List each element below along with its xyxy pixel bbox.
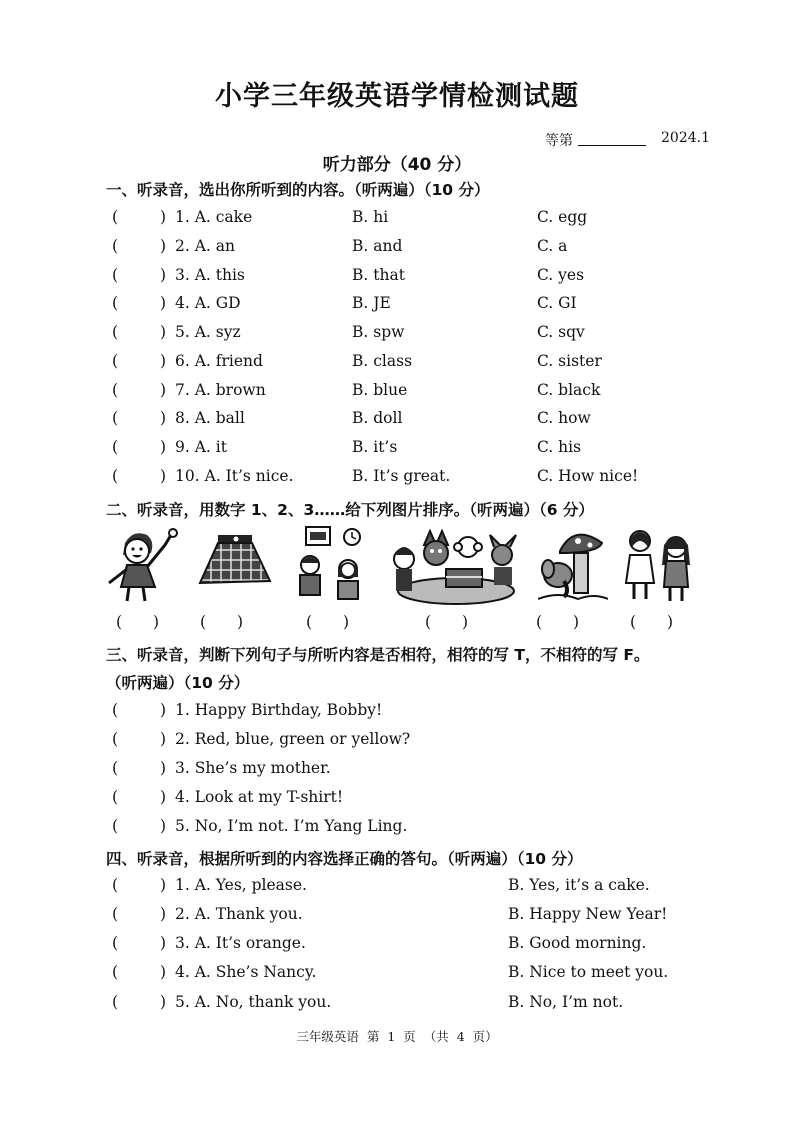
question-row[interactable] (0, 323, 794, 347)
picture-answer-2[interactable]: ( ) (200, 613, 244, 631)
option-a: 2. A. an (175, 237, 235, 255)
question-row[interactable] (0, 237, 794, 261)
answer-paren-right: ) (160, 701, 167, 719)
answer-paren-left: ( (112, 266, 119, 284)
section3-heading-cont: （听两遍）（10 分） (106, 674, 250, 692)
answer-paren-right: ) (160, 993, 167, 1011)
option-a: 6. A. friend (175, 352, 263, 370)
listening-part-title: 听力部分（40 分） (322, 155, 472, 175)
statement-text: 1. Happy Birthday, Bobby! (175, 701, 383, 719)
answer-paren-right: ) (160, 817, 167, 835)
statement-text: 4. Look at my T-shirt! (175, 788, 344, 806)
question-row[interactable] (0, 876, 794, 900)
answer-paren-right: ) (160, 237, 167, 255)
option-a: 3. A. this (175, 266, 245, 284)
answer-paren-left: ( (112, 993, 119, 1011)
answer-paren-right: ) (160, 294, 167, 312)
answer-paren-left: ( (112, 409, 119, 427)
answer-paren-right: ) (160, 963, 167, 981)
question-row[interactable] (0, 730, 794, 754)
answer-paren-left: ( (112, 237, 119, 255)
option-b: B. that (352, 266, 405, 284)
option-a: 7. A. brown (175, 381, 266, 399)
answer-paren-right: ) (160, 788, 167, 806)
question-row[interactable] (0, 266, 794, 290)
option-b: B. Yes, it’s a cake. (508, 876, 650, 894)
option-b: B. Good morning. (508, 934, 647, 952)
option-b: B. hi (352, 208, 389, 226)
option-a: 4. A. She’s Nancy. (175, 963, 317, 981)
question-row[interactable] (0, 788, 794, 812)
answer-paren-right: ) (160, 876, 167, 894)
option-a: 2. A. Thank you. (175, 905, 303, 923)
option-c: C. egg (537, 208, 588, 226)
grade-blank[interactable] (578, 145, 646, 146)
option-a: 3. A. It’s orange. (175, 934, 306, 952)
picture-answer-4[interactable]: ( ) (425, 613, 469, 631)
answer-paren-left: ( (112, 934, 119, 952)
boy-girl-classroom-icon (290, 525, 372, 605)
answer-paren-right: ) (160, 208, 167, 226)
section4-heading: 四、听录音，根据所听到的内容选择正确的答句。（听两遍）（10 分） (106, 850, 583, 868)
option-c: C. his (537, 438, 582, 456)
option-b: B. spw (352, 323, 405, 341)
answer-paren-left: ( (112, 817, 119, 835)
option-a: 10. A. It’s nice. (175, 467, 294, 485)
option-a: 8. A. ball (175, 409, 245, 427)
option-c: C. sister (537, 352, 602, 370)
answer-paren-left: ( (112, 701, 119, 719)
option-b: B. JE (352, 294, 391, 312)
option-b: B. blue (352, 381, 408, 399)
answer-paren-right: ) (160, 409, 167, 427)
answer-paren-left: ( (112, 438, 119, 456)
answer-paren-right: ) (160, 438, 167, 456)
question-row[interactable] (0, 701, 794, 725)
question-row[interactable] (0, 294, 794, 318)
section2-heading: 二、听录音，用数字 1、2、3……给下列图片排序。（听两遍）（6 分） (106, 501, 594, 519)
picture-answer-3[interactable]: ( ) (306, 613, 350, 631)
girl-waving-icon (103, 525, 183, 603)
plaid-skirt-icon (196, 525, 274, 591)
option-b: B. No, I’m not. (508, 993, 624, 1011)
option-b: B. doll (352, 409, 403, 427)
answer-paren-left: ( (112, 294, 119, 312)
option-c: C. yes (537, 266, 585, 284)
question-row[interactable] (0, 381, 794, 405)
option-b: B. Happy New Year! (508, 905, 668, 923)
answer-paren-left: ( (112, 381, 119, 399)
grade-label: 等第 (545, 133, 573, 149)
option-a: 4. A. GD (175, 294, 241, 312)
option-b: B. Nice to meet you. (508, 963, 669, 981)
statement-text: 3. She’s my mother. (175, 759, 331, 777)
animals-party-icon (390, 525, 524, 607)
question-row[interactable] (0, 467, 794, 491)
answer-paren-left: ( (112, 876, 119, 894)
option-c: C. a (537, 237, 568, 255)
answer-paren-right: ) (160, 467, 167, 485)
answer-paren-left: ( (112, 352, 119, 370)
question-row[interactable] (0, 963, 794, 987)
option-c: C. How nice! (537, 467, 639, 485)
picture-answer-1[interactable]: ( ) (116, 613, 160, 631)
answer-paren-left: ( (112, 905, 119, 923)
answer-paren-left: ( (112, 208, 119, 226)
answer-paren-right: ) (160, 934, 167, 952)
statement-text: 5. No, I’m not. I’m Yang Ling. (175, 817, 408, 835)
option-b: B. class (352, 352, 413, 370)
question-row[interactable] (0, 438, 794, 462)
answer-paren-left: ( (112, 759, 119, 777)
option-b: B. and (352, 237, 403, 255)
question-row[interactable] (0, 817, 794, 841)
option-a: 5. A. syz (175, 323, 241, 341)
answer-paren-right: ) (160, 323, 167, 341)
answer-paren-right: ) (160, 905, 167, 923)
option-c: C. black (537, 381, 601, 399)
question-row[interactable] (0, 352, 794, 376)
option-c: C. how (537, 409, 591, 427)
answer-paren-right: ) (160, 381, 167, 399)
exam-date: 2024.1 (661, 130, 710, 146)
question-row[interactable] (0, 993, 794, 1017)
option-b: B. It’s great. (352, 467, 451, 485)
option-a: 1. A. cake (175, 208, 253, 226)
statement-text: 2. Red, blue, green or yellow? (175, 730, 411, 748)
answer-paren-right: ) (160, 266, 167, 284)
answer-paren-left: ( (112, 730, 119, 748)
section3-heading: 三、听录音，判断下列句子与所听内容是否相符，相符的写 T，不相符的写 F。 (106, 646, 650, 664)
question-row[interactable] (0, 208, 794, 232)
two-girls-icon (618, 525, 696, 603)
question-row[interactable] (0, 905, 794, 929)
elephant-mushroom-icon (538, 525, 608, 603)
option-a: 1. A. Yes, please. (175, 876, 307, 894)
answer-paren-left: ( (112, 323, 119, 341)
page-footer: 三年级英语 第 1 页 （共 4 页） (296, 1029, 498, 1044)
answer-paren-left: ( (112, 963, 119, 981)
answer-paren-left: ( (112, 467, 119, 485)
section1-heading: 一、听录音，选出你所听到的内容。（听两遍）（10 分） (106, 181, 490, 199)
page-title: 小学三年级英语学情检测试题 (215, 81, 579, 112)
option-c: C. sqv (537, 323, 585, 341)
answer-paren-right: ) (160, 730, 167, 748)
question-row[interactable] (0, 409, 794, 433)
option-b: B. it’s (352, 438, 398, 456)
picture-answer-5[interactable]: ( ) (536, 613, 580, 631)
answer-paren-right: ) (160, 759, 167, 777)
question-row[interactable] (0, 934, 794, 958)
option-a: 9. A. it (175, 438, 227, 456)
answer-paren-left: ( (112, 788, 119, 806)
option-a: 5. A. No, thank you. (175, 993, 332, 1011)
option-c: C. GI (537, 294, 577, 312)
answer-paren-right: ) (160, 352, 167, 370)
picture-answer-6[interactable]: ( ) (630, 613, 674, 631)
question-row[interactable] (0, 759, 794, 783)
picture-strip (0, 525, 794, 605)
